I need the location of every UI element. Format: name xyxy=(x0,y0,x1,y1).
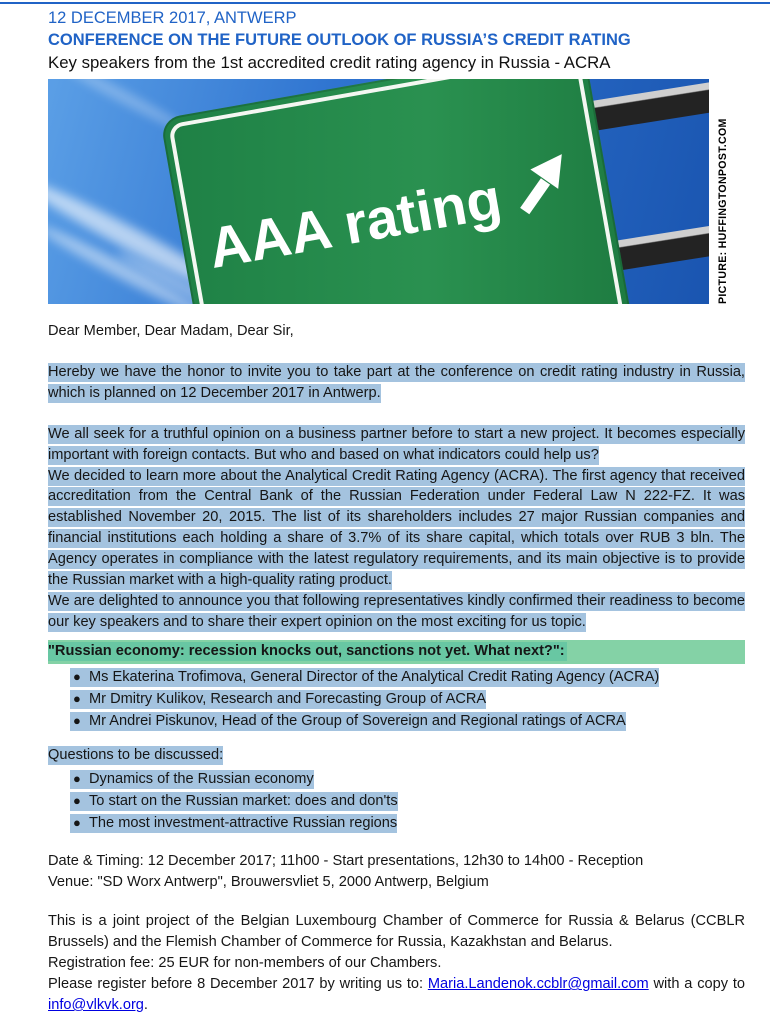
list-item: ● Mr Dmitry Kulikov, Research and Forecasting Group of ACRA xyxy=(70,688,745,710)
list-item: ● To start on the Russian market: does and don'ts xyxy=(70,790,745,812)
joint-project-paragraph: This is a joint project of the Belgian Luxembourg Chamber of Commerce for Russia & Belarus (CCBLR Brussels) and the Flemish Chamber of Commerce for Russia, Kazakhstan and Belarus. xyxy=(48,913,745,951)
bullet-icon: ● xyxy=(73,690,81,706)
salutation: Dear Member, Dear Madam, Dear Sir, xyxy=(48,323,294,339)
bullet-icon: ● xyxy=(73,792,81,808)
paragraph-about-acra: We decided to learn more about the Analytical Credit Rating Agency (ACRA). The first agency that received accreditation from the Central Bank of the Russian Federation under Federal Law N 222-FZ. It was established November 20, 2015. The list of its shareholders includes 27 major Russian companies and financial institutions each holding a share of 3.7% of its share capital, which totals over RUB 3 bln. The Agency operates in compliance with the latest regulatory requirements, and its main objective is to provide the Russian market with a high-quality rating product. xyxy=(48,467,745,589)
aaa-rating-sign-photo xyxy=(48,79,709,304)
top-divider-rule xyxy=(0,2,770,4)
email-link-info[interactable]: info@vlkvk.org xyxy=(48,997,144,1014)
venue-line: Venue: "SD Worx Antwerp", Brouwersvliet 5, 2000 Antwerp, Belgium xyxy=(48,873,489,890)
list-item: ● Dynamics of the Russian economy xyxy=(70,768,745,790)
photo-credit-caption: PICTURE: HUFFINGTONPOST.COM xyxy=(717,118,729,304)
document-header xyxy=(48,7,745,74)
date-timing-line: Date & Timing: 12 December 2017; 11h00 - Start presentations, 12h30 to 14h00 - Reception xyxy=(48,852,644,869)
list-item: ● Ms Ekaterina Trofimova, General Director of the Analytical Credit Rating Agency (ACRA) xyxy=(70,666,745,688)
topic-heading: "Russian economy: recession knocks out, sanctions not yet. What next?": xyxy=(48,642,565,659)
questions-label: Questions to be discussed: xyxy=(48,746,224,763)
sign-label: AAA rating xyxy=(203,166,506,281)
up-right-arrow-icon xyxy=(504,147,578,221)
paragraph-invitation: Hereby we have the honor to invite you to take part at the conference on credit rating industry in Russia, which is planned on 12 December 2017 in Antwerp. xyxy=(48,363,745,401)
page-title: CONFERENCE ON THE FUTURE OUTLOOK OF RUSSIA’S CREDIT RATING xyxy=(48,31,631,49)
registration-fee-line: Registration fee: 25 EUR for non-members of our Chambers. xyxy=(48,955,442,972)
bullet-icon: ● xyxy=(73,668,81,684)
email-link-maria[interactable]: Maria.Landenok.ccblr@gmail.com xyxy=(427,976,649,993)
register-instruction: Please register before 8 December 2017 by writing us to: Maria.Landenok.ccblr@gmail.com with a copy to info@vlkvk.org. xyxy=(48,976,745,1014)
questions-list xyxy=(48,768,745,834)
list-item: ● The most investment-attractive Russian regions xyxy=(70,812,745,834)
paragraph-speakers-announce: We are delighted to announce you that following representatives kindly confirmed their readiness to become our key speakers and to share their expert opinion on the most exciting for us topic. xyxy=(48,592,745,630)
bullet-icon: ● xyxy=(73,770,81,786)
green-road-sign xyxy=(160,79,646,304)
banner-photo-area xyxy=(48,79,745,304)
list-item: ● Mr Andrei Piskunov, Head of the Group of Sovereign and Regional ratings of ACRA xyxy=(70,710,745,732)
speakers-list xyxy=(48,666,745,732)
event-date-line: 12 DECEMBER 2017, ANTWERP xyxy=(48,9,297,27)
topic-heading-bar xyxy=(48,640,745,664)
bullet-icon: ● xyxy=(73,712,81,728)
page-subtitle: Key speakers from the 1st accredited credit rating agency in Russia - ACRA xyxy=(48,53,611,72)
paragraph-truthful-opinion: We all seek for a truthful opinion on a business partner before to start a new project. It becomes especially important with foreign contacts. But who and based on what indicators could help us? xyxy=(48,425,745,463)
bullet-icon: ● xyxy=(73,814,81,830)
